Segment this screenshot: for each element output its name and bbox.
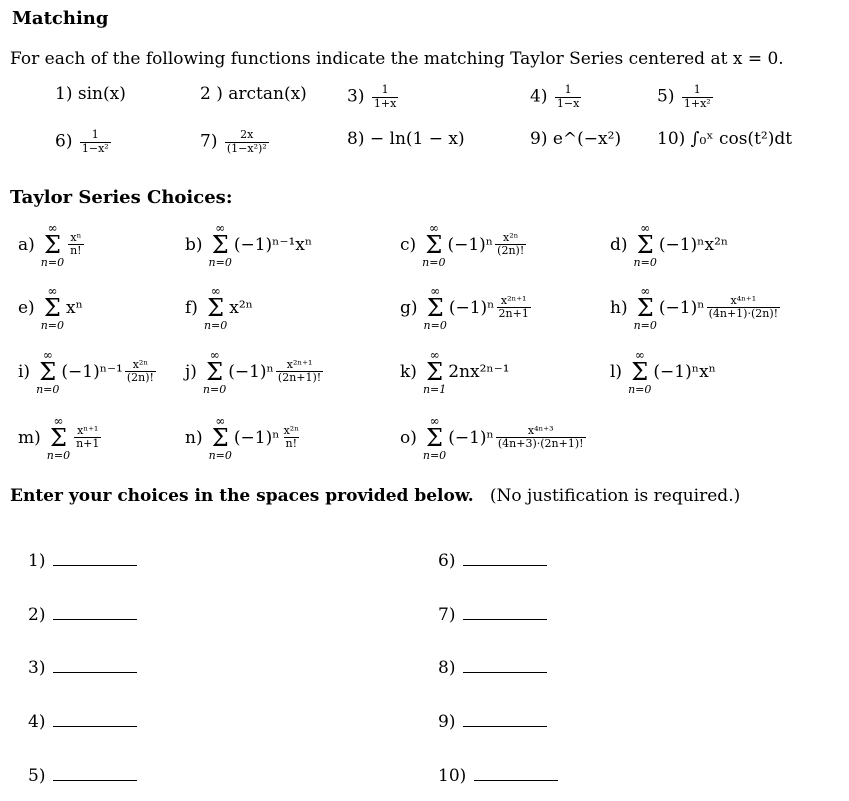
fraction-numerator: 1	[381, 83, 389, 96]
function-item	[657, 129, 792, 149]
choice-label: e)	[18, 297, 35, 318]
sigma-sign: Σ	[426, 424, 444, 452]
sigma-lower-limit: n=0	[46, 448, 71, 462]
sigma-symbol	[628, 349, 651, 395]
answer-blank[interactable]	[53, 768, 137, 781]
function-label: 8)	[347, 129, 365, 149]
sigma-sign: Σ	[636, 231, 654, 259]
function-label: 9)	[530, 129, 548, 149]
series-term: (−1)ⁿ⁻¹xⁿ	[233, 234, 313, 255]
series-fraction	[495, 232, 526, 258]
answer-row	[28, 658, 137, 678]
answer-prompt	[10, 486, 740, 506]
sigma-symbol	[424, 285, 447, 331]
function-item	[200, 84, 307, 104]
fraction-denominator: (2n)!	[126, 371, 154, 385]
answer-blank[interactable]	[463, 714, 547, 727]
choice-label: l)	[610, 361, 623, 382]
series-fraction	[496, 425, 586, 451]
series-choice	[400, 285, 533, 331]
sigma-sign: Σ	[49, 424, 67, 452]
fraction-numerator: 1	[564, 83, 572, 96]
series-coefficient: (−1)ⁿ⁻¹	[61, 361, 123, 382]
series-term: 2nx²ⁿ⁻¹	[448, 361, 510, 382]
series-term: xⁿ	[66, 297, 83, 318]
sigma-symbol	[634, 222, 657, 268]
sigma-lower-limit: n=0	[633, 318, 657, 332]
fraction-numerator: x²ⁿ	[503, 230, 519, 244]
sigma-sign: Σ	[206, 358, 224, 386]
function-expression: sin(x)	[77, 84, 126, 104]
sigma-lower-limit: n=0	[208, 448, 232, 462]
sigma-lower-limit: n=0	[422, 448, 447, 462]
function-fraction	[555, 84, 581, 110]
answer-blank[interactable]	[463, 660, 547, 673]
choice-label: d)	[610, 234, 628, 255]
series-fraction	[282, 425, 301, 451]
fraction-denominator: 1+x	[373, 96, 397, 110]
answer-label: 4)	[28, 712, 46, 732]
fraction-denominator: 2n+1	[498, 307, 529, 321]
sigma-symbol	[422, 222, 445, 268]
series-fraction	[276, 359, 323, 385]
choice-label: g)	[400, 297, 418, 318]
series-fraction	[68, 232, 84, 258]
sigma-lower-limit: n=0	[40, 255, 65, 269]
answer-label: 7)	[438, 605, 456, 625]
series-choice	[185, 222, 312, 268]
fraction-denominator: 1−x	[556, 96, 580, 110]
sigma-lower-limit: n=0	[36, 382, 60, 396]
sigma-symbol	[423, 415, 446, 461]
series-term: x²ⁿ	[229, 297, 254, 318]
fraction-denominator: 1+x²	[683, 96, 711, 110]
function-item	[530, 129, 621, 149]
series-coefficient: (−1)ⁿ	[658, 297, 705, 318]
series-choice	[18, 415, 103, 461]
fraction-denominator: (2n)!	[497, 244, 525, 258]
choice-label: i)	[18, 361, 31, 382]
fraction-numerator: 2x	[240, 128, 254, 141]
sigma-sign: Σ	[43, 294, 61, 322]
series-fraction	[74, 425, 101, 451]
sigma-upper-limit: ∞	[430, 284, 441, 298]
fraction-numerator: 1	[693, 83, 701, 96]
function-fraction	[682, 84, 713, 110]
sigma-symbol	[47, 415, 70, 461]
fraction-numerator: x⁴ⁿ⁺¹	[730, 293, 757, 307]
sigma-upper-limit: ∞	[53, 414, 64, 428]
sigma-upper-limit: ∞	[429, 348, 440, 362]
series-fraction	[497, 295, 531, 321]
function-item	[55, 129, 113, 155]
sigma-sign: Σ	[636, 294, 654, 322]
answer-row	[28, 551, 137, 571]
answer-label: 6)	[438, 551, 456, 571]
sigma-upper-limit: ∞	[429, 414, 440, 428]
function-label: 2 )	[200, 84, 223, 104]
series-choice	[185, 285, 253, 331]
answer-blank[interactable]	[474, 768, 558, 781]
series-coefficient: (−1)ⁿ	[448, 297, 495, 318]
choice-label: c)	[400, 234, 417, 255]
choice-label: h)	[610, 297, 628, 318]
sigma-symbol	[209, 222, 232, 268]
answer-row	[438, 551, 547, 571]
answer-label: 9)	[438, 712, 456, 732]
sigma-lower-limit: n=0	[423, 318, 447, 332]
function-item	[530, 84, 583, 110]
choice-label: o)	[400, 427, 417, 448]
answer-row	[438, 658, 547, 678]
function-item	[657, 84, 715, 110]
sigma-symbol	[203, 349, 226, 395]
sigma-sign: Σ	[211, 231, 229, 259]
function-label: 3)	[347, 86, 365, 107]
sigma-upper-limit: ∞	[640, 221, 651, 235]
sigma-lower-limit: n=0	[208, 255, 232, 269]
sigma-sign: Σ	[426, 294, 444, 322]
sigma-sign: Σ	[39, 358, 57, 386]
fraction-denominator: (2n+1)!	[277, 371, 322, 385]
answer-label: 8)	[438, 658, 456, 678]
function-label: 1)	[55, 84, 73, 104]
fraction-denominator: (4n+3)·(2n+1)!	[497, 437, 584, 451]
series-coefficient: (−1)ⁿ	[447, 234, 494, 255]
answer-row	[438, 766, 558, 786]
answer-row	[28, 712, 137, 732]
sigma-symbol	[36, 349, 59, 395]
series-fraction	[125, 359, 156, 385]
answer-label: 3)	[28, 658, 46, 678]
sigma-symbol	[41, 285, 64, 331]
answer-prompt-note: (No justification is required.)	[489, 486, 741, 506]
function-fraction	[225, 129, 269, 155]
answer-row	[438, 605, 547, 625]
series-choice	[400, 415, 588, 461]
answer-prompt-bold: Enter your choices in the spaces provided below.	[10, 486, 474, 506]
answer-label: 1)	[28, 551, 46, 571]
series-choice	[610, 222, 728, 268]
function-fraction	[80, 129, 111, 155]
sigma-symbol	[634, 285, 657, 331]
function-label: 10)	[657, 129, 686, 149]
sigma-sign: Σ	[43, 231, 61, 259]
answer-blank[interactable]	[463, 553, 547, 566]
sigma-symbol	[209, 415, 232, 461]
sigma-symbol	[423, 349, 446, 395]
sigma-upper-limit: ∞	[47, 221, 58, 235]
fraction-numerator: xⁿ	[70, 230, 82, 244]
series-coefficient: (−1)ⁿ	[228, 361, 274, 382]
sigma-sign: Σ	[631, 358, 649, 386]
choice-label: a)	[18, 234, 35, 255]
function-expression: arctan(x)	[228, 84, 307, 104]
sigma-upper-limit: ∞	[215, 221, 226, 235]
series-choice	[18, 285, 83, 331]
choice-label: j)	[185, 361, 197, 382]
fraction-numerator: x²ⁿ	[132, 357, 149, 371]
series-term: (−1)ⁿx²ⁿ	[658, 234, 729, 255]
page-title: Matching	[12, 8, 109, 29]
answer-blank[interactable]	[53, 660, 137, 673]
series-choice	[18, 349, 158, 395]
sigma-lower-limit: n=0	[202, 382, 227, 396]
answer-label: 2)	[28, 605, 46, 625]
fraction-numerator: x⁴ⁿ⁺³	[527, 423, 554, 437]
fraction-denominator: (1−x²)²	[226, 141, 267, 155]
function-expression: ∫₀ˣ cos(t²)dt	[690, 129, 793, 149]
sigma-upper-limit: ∞	[215, 414, 226, 428]
series-coefficient: (−1)ⁿ	[448, 427, 494, 448]
function-item	[200, 129, 271, 155]
fraction-denominator: n+1	[76, 437, 100, 451]
sigma-upper-limit: ∞	[210, 284, 221, 298]
function-label: 6)	[55, 131, 73, 152]
function-label: 4)	[530, 86, 548, 107]
sigma-lower-limit: n=0	[633, 255, 657, 269]
series-choice	[400, 222, 528, 268]
series-choice	[18, 222, 86, 268]
sigma-sign: Σ	[207, 294, 225, 322]
answer-row	[28, 605, 137, 625]
fraction-numerator: x²ⁿ⁺¹	[500, 293, 527, 307]
series-term: (−1)ⁿxⁿ	[653, 361, 717, 382]
choice-label: m)	[18, 427, 41, 448]
function-item	[55, 84, 126, 104]
series-fraction	[707, 295, 780, 321]
answer-blank[interactable]	[463, 607, 547, 620]
sigma-sign: Σ	[426, 358, 444, 386]
function-expression: e^(−x²)	[552, 129, 622, 149]
sigma-upper-limit: ∞	[42, 348, 53, 362]
series-choice	[185, 349, 325, 395]
answer-blank[interactable]	[53, 714, 137, 727]
sigma-sign: Σ	[425, 231, 443, 259]
choice-label: f)	[185, 297, 198, 318]
function-fraction	[372, 84, 398, 110]
sigma-lower-limit: n=0	[628, 382, 652, 396]
fraction-denominator: n!	[285, 437, 298, 451]
sigma-lower-limit: n=0	[203, 318, 228, 332]
function-label: 7)	[200, 131, 218, 152]
function-expression: − ln(1 − x)	[369, 129, 465, 149]
answer-row	[438, 712, 547, 732]
series-coefficient: (−1)ⁿ	[233, 427, 280, 448]
sigma-upper-limit: ∞	[634, 348, 645, 362]
fraction-denominator: n!	[70, 244, 82, 258]
fraction-numerator: xⁿ⁺¹	[77, 423, 99, 437]
instructions: For each of the following functions indicate the matching Taylor Series centered at x = 0.	[10, 49, 784, 69]
answer-blank[interactable]	[53, 607, 137, 620]
sigma-lower-limit: n=0	[40, 318, 65, 332]
answer-label: 5)	[28, 766, 46, 786]
choice-label: n)	[185, 427, 203, 448]
sigma-symbol	[41, 222, 64, 268]
series-choice	[400, 349, 510, 395]
choices-heading: Taylor Series Choices:	[10, 187, 233, 208]
fraction-numerator: 1	[91, 128, 99, 141]
fraction-denominator: 1−x²	[81, 141, 109, 155]
fraction-denominator: (4n+1)·(2n)!	[708, 307, 779, 321]
function-label: 5)	[657, 86, 675, 107]
sigma-sign: Σ	[211, 424, 229, 452]
sigma-lower-limit: n=0	[422, 255, 446, 269]
sigma-upper-limit: ∞	[209, 348, 220, 362]
sigma-lower-limit: n=1	[422, 382, 447, 396]
choice-label: b)	[185, 234, 203, 255]
sigma-upper-limit: ∞	[47, 284, 58, 298]
answer-row	[28, 766, 137, 786]
series-choice	[610, 285, 782, 331]
choice-label: k)	[400, 361, 417, 382]
series-choice	[185, 415, 303, 461]
series-choice	[610, 349, 716, 395]
function-item	[347, 84, 400, 110]
fraction-numerator: x²ⁿ	[283, 423, 299, 437]
answer-blank[interactable]	[53, 553, 137, 566]
fraction-numerator: x²ⁿ⁺¹	[286, 357, 313, 371]
sigma-upper-limit: ∞	[428, 221, 439, 235]
answer-label: 10)	[438, 766, 467, 786]
function-item	[347, 129, 465, 149]
sigma-upper-limit: ∞	[640, 284, 651, 298]
sigma-symbol	[204, 285, 227, 331]
